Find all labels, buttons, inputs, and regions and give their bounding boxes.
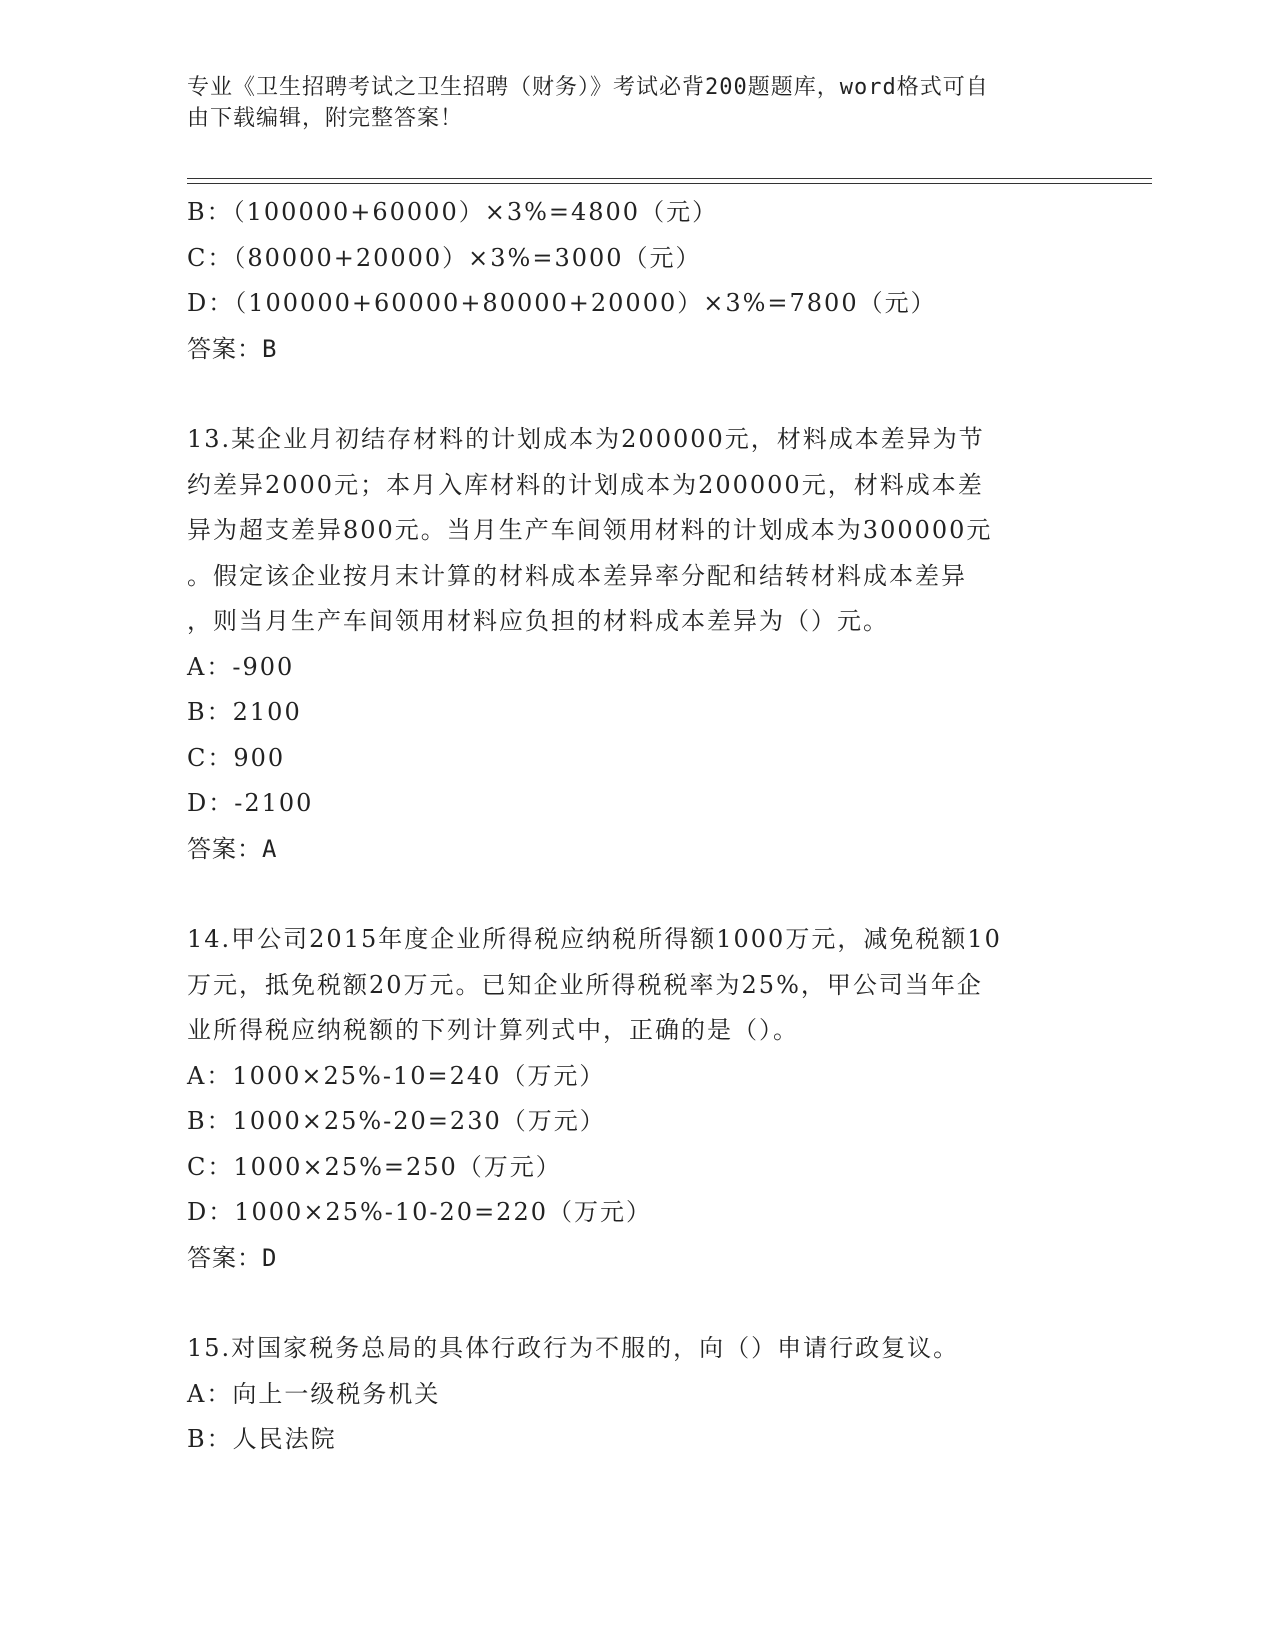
document-header <box>187 72 1087 134</box>
spacer <box>187 872 1087 917</box>
question-15 <box>187 1326 1087 1463</box>
option-a: A：向上一级税务机关 <box>187 1379 441 1408</box>
option-d: D：（100000+60000+80000+20000）×3%=7800（元） <box>187 289 937 317</box>
header-title-line-1: 专业《卫生招聘考试之卫生招聘（财务）》考试必背200题题库，word格式可自 <box>187 75 989 100</box>
option-c: C：1000×25%=250（万元） <box>187 1152 562 1181</box>
header-divider-top <box>187 178 1152 179</box>
header-title-line-2: 由下载编辑，附完整答案！ <box>187 106 464 131</box>
question-text-line: 13.某企业月初结存材料的计划成本为200000元，材料成本差异为节 <box>187 425 985 453</box>
option-b: B：2100 <box>187 698 302 726</box>
question-content <box>187 190 1087 1463</box>
answer-line: 答案：A <box>187 834 278 863</box>
spacer <box>187 1281 1087 1326</box>
question-text-line: 。假定该企业按月末计算的材料成本差异率分配和结转材料成本差异 <box>187 561 967 590</box>
question-text-line: 14.甲公司2015年度企业所得税应纳税所得额1000万元，减免税额10 <box>187 925 1002 953</box>
option-d: D：-2100 <box>187 789 314 817</box>
question-14 <box>187 917 1087 1281</box>
header-divider-bottom <box>187 183 1152 184</box>
question-12-continued <box>187 190 1087 372</box>
option-c: C：900 <box>187 743 286 772</box>
option-b: B：1000×25%-20=230（万元） <box>187 1107 606 1135</box>
option-b: B：人民法院 <box>187 1425 337 1453</box>
option-c: C：（80000+20000）×3%=3000（元） <box>187 243 702 272</box>
option-a: A：1000×25%-10=240（万元） <box>187 1061 606 1090</box>
question-text-line: 业所得税应纳税额的下列计算列式中，正确的是（）。 <box>187 1016 799 1044</box>
question-text-line: 约差异2000元；本月入库材料的计划成本为200000元，材料成本差 <box>187 470 984 499</box>
option-a: A：-900 <box>187 652 295 681</box>
question-text-line: ，则当月生产车间领用材料应负担的材料成本差异为（）元。 <box>187 607 889 635</box>
question-13 <box>187 417 1087 872</box>
question-text-line: 万元，抵免税额20万元。已知企业所得税税率为25%，甲公司当年企 <box>187 970 983 999</box>
question-text-line: 15.对国家税务总局的具体行政行为不服的，向（）申请行政复议。 <box>187 1334 960 1362</box>
option-d: D：1000×25%-10-20=220（万元） <box>187 1198 652 1226</box>
option-b: B：（100000+60000）×3%=4800（元） <box>187 198 719 226</box>
answer-line: 答案：B <box>187 334 278 363</box>
answer-line: 答案：D <box>187 1243 278 1272</box>
spacer <box>187 372 1087 417</box>
question-text-line: 异为超支差异800元。当月生产车间领用材料的计划成本为300000元 <box>187 516 993 544</box>
